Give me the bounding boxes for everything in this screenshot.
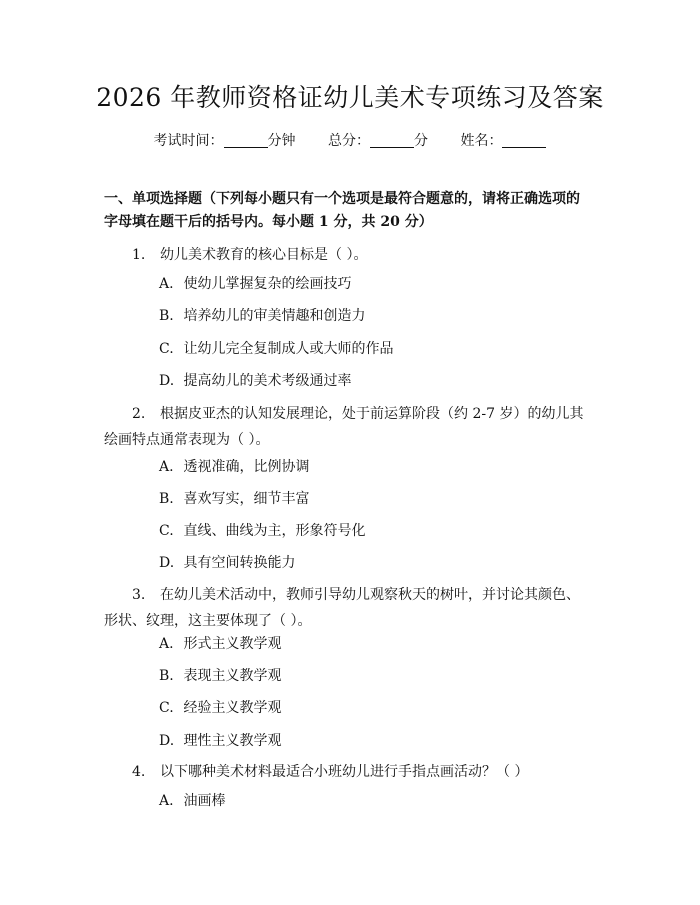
exam-time-unit: 分钟 xyxy=(267,133,296,149)
option-text: 使幼儿掌握复杂的绘画技巧 xyxy=(183,276,352,292)
question-4-option-a xyxy=(159,791,579,811)
question-text: 幼儿美术教育的核心目标是（ ）。 xyxy=(160,247,368,263)
question-2-option-b xyxy=(159,489,579,509)
question-number: 2. xyxy=(132,406,146,422)
question-1-option-d xyxy=(159,371,579,391)
question-text: 以下哪种美术材料最适合小班幼儿进行手指点画活动？（ ） xyxy=(160,764,529,780)
question-1-option-b xyxy=(159,306,579,326)
question-3-option-a xyxy=(159,634,579,654)
question-3-option-d xyxy=(159,731,579,751)
total-score-blank xyxy=(370,132,414,148)
question-2-option-a xyxy=(159,457,579,477)
question-number: 4. xyxy=(132,764,146,780)
exam-time-blank xyxy=(224,132,268,148)
option-letter: D. xyxy=(159,373,175,389)
question-2-option-d xyxy=(159,553,579,573)
option-letter: A. xyxy=(159,793,174,809)
option-text: 具有空间转换能力 xyxy=(183,555,296,571)
question-1-option-c xyxy=(159,339,579,359)
option-letter: D. xyxy=(159,555,175,571)
question-3 xyxy=(104,582,588,634)
option-text: 经验主义教学观 xyxy=(183,700,282,716)
total-score-field xyxy=(328,131,428,151)
option-text: 油画棒 xyxy=(183,793,226,809)
exam-time-label: 考试时间： xyxy=(153,133,224,149)
option-text: 让幼儿完全复制成人或大师的作品 xyxy=(183,341,394,357)
option-text: 理性主义教学观 xyxy=(183,733,282,749)
student-name-blank xyxy=(502,132,546,148)
option-text: 透视准确，比例协调 xyxy=(183,459,310,475)
question-1 xyxy=(104,242,588,268)
section-heading: 一、单项选择题（下列每小题只有一个选项是最符合题意的，请将正确选项的字母填在题干后的括号内。每小题 1 分，共 20 分） xyxy=(104,191,580,230)
question-text: 在幼儿美术活动中，教师引导幼儿观察秋天的树叶，并讨论其颜色、形状、纹理，这主要体现了（ ）。 xyxy=(104,587,580,629)
question-text: 根据皮亚杰的认知发展理论，处于前运算阶段（约 2-7 岁）的幼儿其绘画特点通常表现为（ ）。 xyxy=(104,406,584,448)
total-score-unit: 分 xyxy=(414,133,428,149)
question-3-option-c xyxy=(159,698,579,718)
question-3-option-b xyxy=(159,666,579,686)
exam-time-field xyxy=(154,131,296,151)
total-score-label: 总分： xyxy=(328,133,370,149)
option-letter: A. xyxy=(159,276,174,292)
page-title: 2026 年教师资格证幼儿美术专项练习及答案 xyxy=(96,83,604,112)
option-letter: C. xyxy=(159,341,174,357)
option-letter: A. xyxy=(159,636,174,652)
option-text: 喜欢写实，细节丰富 xyxy=(183,491,310,507)
student-name-label: 姓名： xyxy=(460,133,503,149)
option-letter: C. xyxy=(159,523,174,539)
student-name-field xyxy=(460,131,546,151)
option-letter: B. xyxy=(159,491,174,507)
option-letter: D. xyxy=(159,733,175,749)
exam-info-line xyxy=(0,131,700,151)
question-2 xyxy=(104,401,588,453)
option-letter: B. xyxy=(159,668,174,684)
option-letter: C. xyxy=(159,700,174,716)
question-number: 1. xyxy=(132,247,146,263)
option-text: 直线、曲线为主，形象符号化 xyxy=(183,523,366,539)
question-number: 3. xyxy=(132,587,146,603)
question-2-option-c xyxy=(159,521,579,541)
option-letter: B. xyxy=(159,308,174,324)
question-4 xyxy=(104,759,588,785)
option-text: 提高幼儿的美术考级通过率 xyxy=(183,373,352,389)
option-text: 表现主义教学观 xyxy=(183,668,282,684)
option-letter: A. xyxy=(159,459,174,475)
question-1-option-a xyxy=(159,274,579,294)
option-text: 形式主义教学观 xyxy=(183,636,282,652)
option-text: 培养幼儿的审美情趣和创造力 xyxy=(183,308,366,324)
